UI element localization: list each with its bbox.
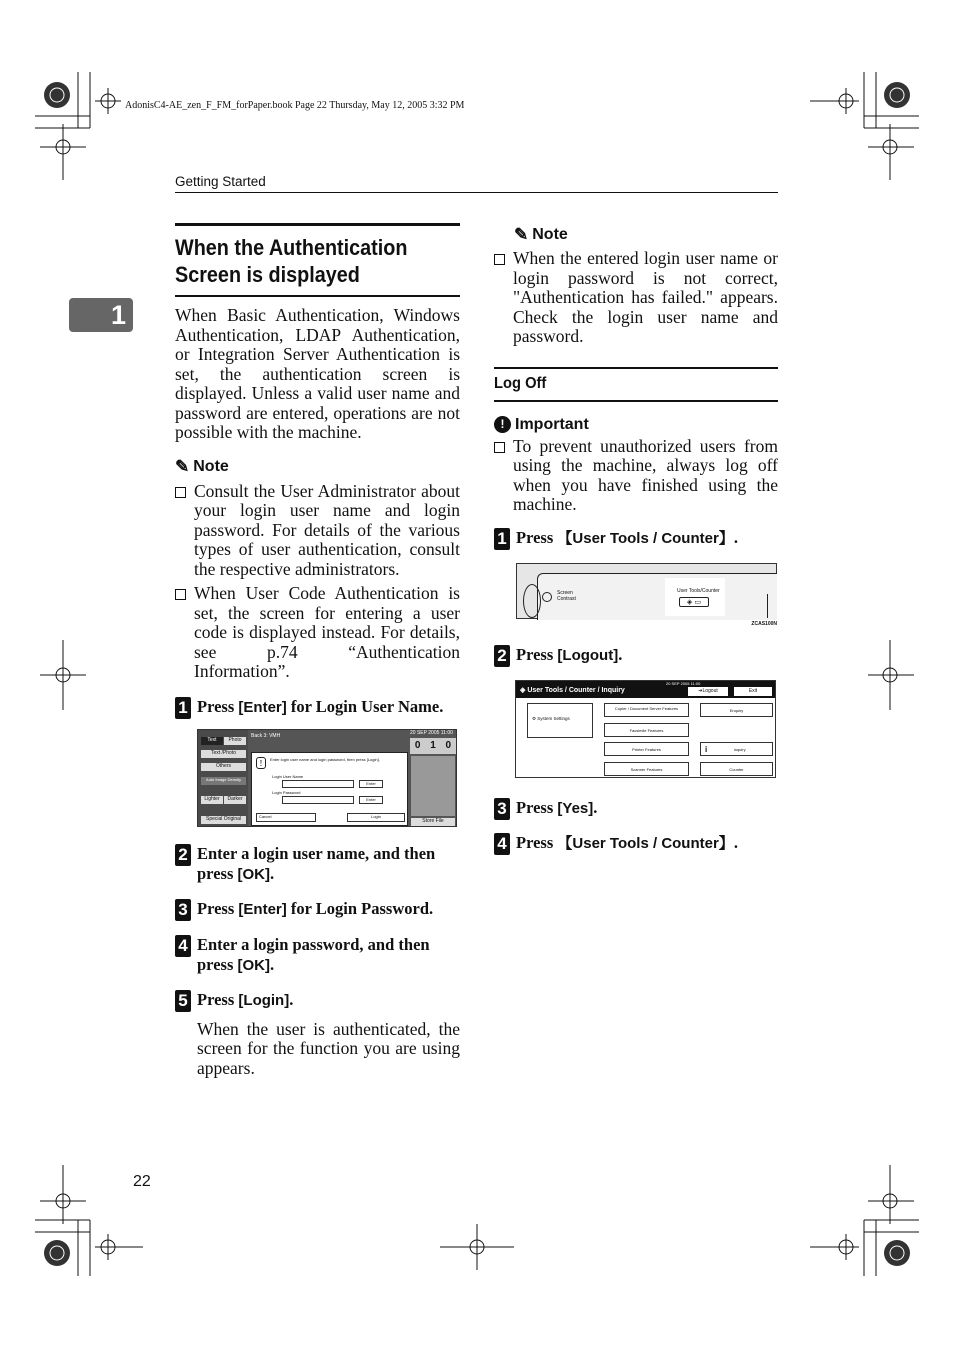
note-label: Note — [532, 226, 568, 243]
note-item — [175, 482, 460, 580]
note-heading — [494, 225, 778, 245]
tab-text-photo[interactable]: Text /Photo — [201, 750, 246, 758]
dial-icon — [523, 584, 541, 618]
user-tools-screenshot — [515, 680, 776, 778]
login-button[interactable]: Login — [347, 813, 405, 822]
logoff-bottom-rule — [494, 400, 778, 402]
step-number: 2 — [175, 844, 191, 866]
note-item — [494, 249, 778, 347]
logoff-step-4: 4 Press 【User Tools / Counter】. — [494, 833, 778, 855]
login-screen-screenshot — [197, 729, 457, 827]
key-label: [Enter] — [238, 698, 287, 716]
checkbox-bullet-icon — [494, 254, 505, 265]
title-bar — [516, 681, 776, 698]
intro-paragraph: When Basic Authentication, Windows Authentication, LDAP Authentication, or Integration Server Authentication is set, the authentication screen is displayed. Unless a valid user name and password are entered, operations are not possible with the machine. — [175, 305, 460, 442]
key-label: [OK] — [237, 956, 270, 974]
note-heading — [175, 457, 460, 477]
enter-user-button[interactable]: Enter — [359, 780, 383, 788]
figure-code: ZCAS100N — [751, 620, 777, 627]
chapter-tab: 1 — [69, 298, 133, 332]
step-number: 3 — [494, 798, 510, 820]
left-panel — [198, 730, 248, 827]
inquiry-button[interactable]: i Inquiry — [700, 742, 773, 756]
exit-button[interactable]: Exit — [734, 687, 772, 696]
important-item-text: To prevent unauthorized users from using the machine, always log off when you have finished using the machine. — [513, 435, 778, 514]
tab-others[interactable]: Others — [201, 763, 246, 771]
login-password-label: Login Password — [272, 789, 301, 795]
info-icon: ! — [256, 757, 266, 769]
store-file-button[interactable]: Store File — [411, 818, 455, 826]
key-label: [Logout] — [557, 646, 619, 664]
note-item-text: Consult the User Administrator about your login user name and login password. For details of the various types of user authentication, consult the respective administrators. — [194, 480, 460, 579]
user-tools-area — [665, 578, 725, 616]
clock: 20 SEP 2005 11:00 — [666, 680, 701, 686]
section-title — [175, 234, 432, 288]
key-label: [Yes] — [557, 799, 594, 817]
key-label: 【User Tools / Counter】 — [557, 834, 734, 852]
left-column — [175, 223, 460, 1078]
special-original-button[interactable]: Special Original — [201, 816, 246, 824]
user-tools-counter-label: User Tools/Counter — [677, 587, 720, 594]
tab-text[interactable]: Text — [201, 737, 223, 745]
tab-photo[interactable]: Photo — [224, 737, 246, 745]
section-top-rule — [175, 223, 460, 226]
step-5-result: When the user is authenticated, the screen for the function you are using appears. — [197, 1018, 460, 1078]
printer-features-button[interactable]: Printer Features — [604, 742, 689, 756]
step-number: 1 — [494, 528, 510, 550]
logoff-step-1: 1 Press 【User Tools / Counter】. — [494, 528, 778, 550]
note-item — [175, 584, 460, 682]
scanner-features-button[interactable]: Scanner Features — [604, 762, 689, 776]
login-user-name-field[interactable] — [282, 780, 354, 788]
panel-edge — [767, 594, 777, 618]
logout-button[interactable]: ➔Logout — [688, 687, 728, 696]
login-user-name-label: Login User Name — [272, 773, 304, 779]
header-rule — [175, 192, 778, 193]
checkbox-bullet-icon — [175, 487, 186, 498]
step-number: 4 — [175, 935, 191, 957]
key-label: [Login] — [238, 991, 290, 1009]
control-panel-illustration — [516, 563, 777, 619]
step-number: 1 — [175, 697, 191, 719]
note-label: Note — [193, 457, 229, 475]
pencil-icon: ✎ — [514, 225, 529, 244]
counter-button[interactable]: Counter — [700, 762, 773, 776]
section-bottom-rule — [175, 295, 460, 297]
logoff-step-3: 3 Press [Yes]. — [494, 798, 778, 820]
step-number: 4 — [494, 833, 510, 855]
step-3: 3 Press [Enter] for Login Password. — [175, 899, 460, 921]
page-number: 22 — [133, 1173, 151, 1190]
important-heading — [494, 416, 778, 434]
user-tools-counter-key[interactable]: ◈ ▭ — [679, 597, 709, 607]
step-number: 2 — [494, 645, 510, 667]
note-item-text: When the entered login user name or login password is not correct, "Authentication has failed." appears. Check the login user name and password. — [513, 248, 778, 346]
breadcrumb: Back 3: VMH — [251, 732, 281, 739]
step-2: 2 Enter a login user name, and then press [OK]. — [175, 844, 460, 885]
important-item — [494, 437, 778, 515]
important-label: Important — [515, 415, 589, 433]
running-header: Getting Started — [175, 174, 266, 189]
step-number: 3 — [175, 899, 191, 921]
step-4: 4 Enter a login password, and then press [OK]. — [175, 935, 460, 976]
key-label: [OK] — [237, 865, 270, 883]
lighter-button[interactable]: Lighter — [201, 796, 223, 804]
important-icon: ! — [494, 416, 511, 433]
checkbox-bullet-icon — [494, 442, 505, 453]
cancel-button[interactable]: Cancel — [256, 813, 316, 822]
screen-contrast-label: Screen Contrast — [557, 589, 576, 602]
tab-auto-density[interactable]: Auto Image Density — [201, 777, 246, 785]
login-message: Enter login user name and login password, then press [Login]. — [270, 756, 380, 762]
right-column — [494, 225, 778, 855]
pencil-icon: ✎ — [175, 456, 190, 476]
system-settings-button[interactable]: ⚙ System Settings — [527, 703, 593, 738]
title: ◈ User Tools / Counter / Inquiry — [520, 686, 625, 694]
enquiry-button[interactable]: Enquiry — [700, 703, 773, 717]
section-title-line2: Screen is displayed — [175, 262, 360, 287]
login-dialog — [251, 752, 408, 826]
tray-icons — [411, 756, 455, 816]
clock: 20 SEP 2005 11:00 — [410, 729, 453, 736]
darker-button[interactable]: Darker — [224, 796, 246, 804]
print-header: AdonisC4-AE_zen_F_FM_forPaper.book Page 22 Thursday, May 12, 2005 3:32 PM — [125, 100, 465, 111]
facsimile-features-button[interactable]: Facsimile Features — [604, 723, 689, 737]
step-1: 1 Press [Enter] for Login User Name. — [175, 697, 460, 719]
contrast-icon — [542, 592, 552, 602]
key-label: 【User Tools / Counter】 — [557, 529, 734, 547]
copier-features-button[interactable]: Copier / Document Server Features — [604, 703, 689, 717]
step-number: 5 — [175, 990, 191, 1012]
enter-password-button[interactable]: Enter — [359, 796, 383, 804]
login-password-field[interactable] — [282, 796, 354, 804]
logoff-top-rule — [494, 367, 778, 369]
step-5: 5 Press [Login]. — [175, 990, 460, 1012]
logoff-step-2: 2 Press [Logout]. — [494, 645, 778, 667]
logoff-title: Log Off — [494, 374, 547, 392]
info-icon: i — [705, 744, 708, 754]
checkbox-bullet-icon — [175, 589, 186, 600]
note-item-text: When User Code Authentication is set, the screen for entering a user code is displayed instead. For details, see p.74 “Authentication Information”. — [194, 583, 460, 681]
section-title-line1: When the Authentication — [175, 235, 408, 260]
key-label: [Enter] — [238, 900, 287, 918]
counter-display: 0 1 0 — [410, 738, 456, 754]
